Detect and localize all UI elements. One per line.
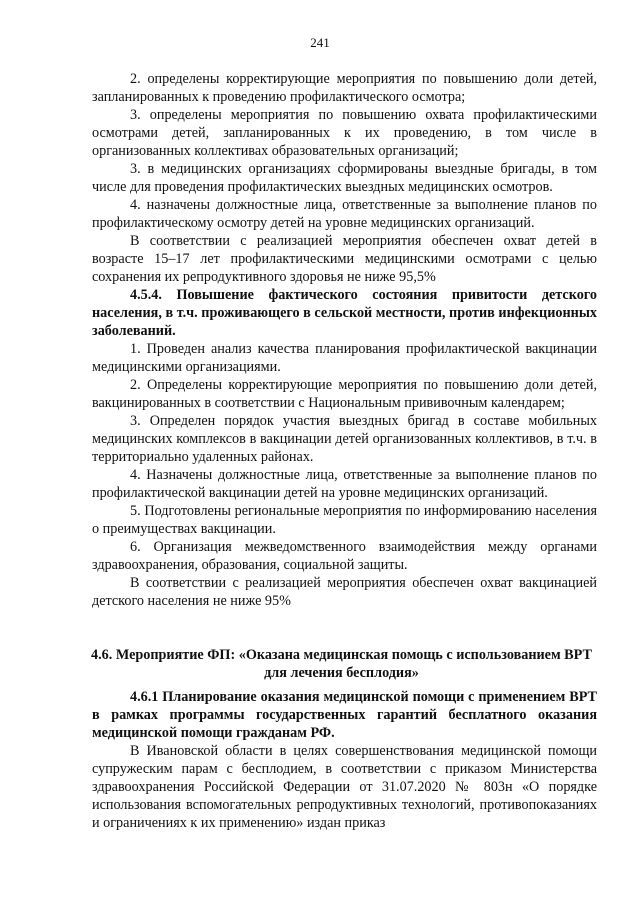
paragraph: 3. в медицинских организациях сформированы выездные бригады, в том числе для проведения профилактических выездных медицинских осмотров.: [92, 161, 597, 195]
subsection-heading-4-6-1: 4.6.1 Планирование оказания медицинской помощи с применением ВРТ в рамках программы государственных гарантий бесплатного оказания медицинской помощи гражданам РФ.: [92, 689, 597, 741]
paragraph: 1. Проведен анализ качества планирования профилактической вакцинации медицинскими организациями.: [92, 341, 597, 375]
paragraph: 3. Определен порядок участия выездных бригад в составе мобильных медицинских комплексов в вакцинации детей организованных коллективов, в т.ч. в территориально удаленных районах.: [92, 413, 597, 465]
paragraph: В соответствии с реализацией мероприятия обеспечен охват вакцинацией детского населения не ниже 95%: [92, 575, 597, 609]
paragraph: 6. Организация межведомственного взаимодействия между органами здравоохранения, образования, социальной защиты.: [92, 539, 597, 573]
paragraph: 5. Подготовлены региональные мероприятия по информированию населения о преимуществах вакцинации.: [92, 503, 597, 537]
paragraph: 2. Определены корректирующие мероприятия по повышению доли детей, вакцинированных в соответствии с Национальным прививочным календарем;: [92, 377, 597, 411]
paragraph: В Ивановской области в целях совершенствования медицинской помощи супружеским парам с бесплодием, в соответствии с приказом Министерства здравоохранения Российской Федерации от 31.07.2020 № 803н «О порядке использования вспомогательных репродуктивных технологий, противопоказаниях и ограничениях к их применению» издан приказ: [92, 743, 597, 831]
paragraph: В соответствии с реализацией мероприятия обеспечен охват детей в возрасте 15–17 лет профилактическими медицинскими осмотрами с целью сохранения их репродуктивного здоровья не ниже 95,5%: [92, 233, 597, 285]
subsection-heading-4-5-4: 4.5.4. Повышение фактического состояния привитости детского населения, в т.ч. проживающего в сельской местности, против инфекционных заболеваний.: [92, 287, 597, 339]
paragraph: 4. Назначены должностные лица, ответственные за выполнение планов по профилактической вакцинации детей на уровне медицинских организаций.: [92, 467, 597, 501]
paragraph: 2. определены корректирующие мероприятия по повышению доли детей, запланированных к проведению профилактического осмотра;: [92, 71, 597, 105]
page-content: [92, 70, 597, 832]
paragraph: 3. определены мероприятия по повышению охвата профилактическими осмотрами детей, запланированных к их проведению, в том числе в организованных коллективах образовательных организаций;: [92, 107, 597, 159]
page-number: 241: [310, 35, 330, 50]
paragraph: 4. назначены должностные лица, ответственные за выполнение планов по профилактическому осмотру детей на уровне медицинских организаций.: [92, 197, 597, 231]
section-heading: 4.6. Мероприятие ФП: «Оказана медицинская помощь с использованием ВРТ для лечения бесплодия»: [91, 647, 592, 681]
